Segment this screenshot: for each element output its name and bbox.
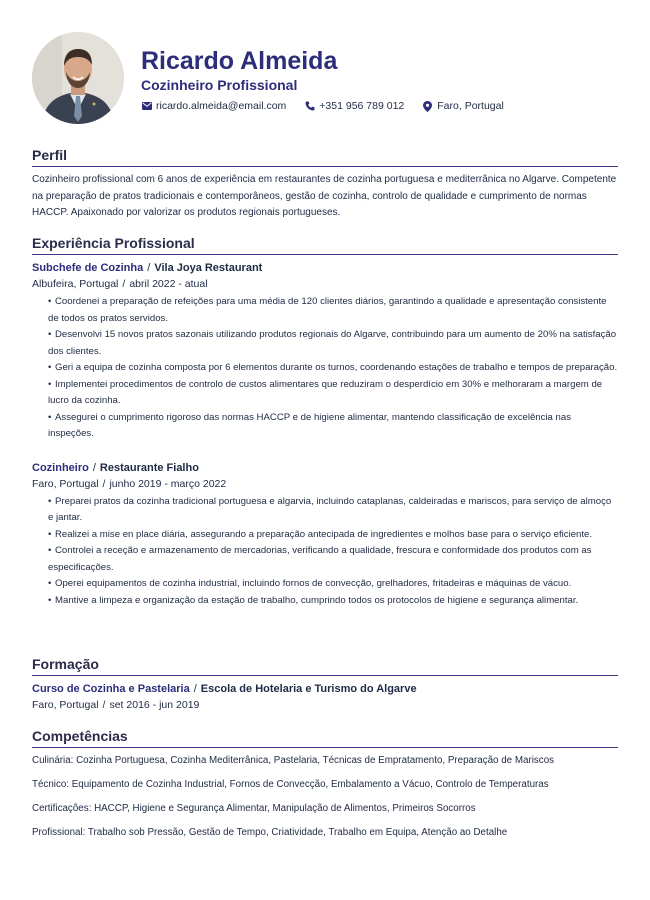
list-item: • Desenvolvi 15 novos pratos sazonais utilizando produtos regionais do Algarve, contribuindo para um aumento de 20% na satisfação dos clientes. <box>48 329 617 357</box>
job-dates: abril 2022 - atual <box>129 278 208 290</box>
job-heading: Subchefe de Cozinha / Vila Joya Restaurant <box>32 262 263 274</box>
job-location: Faro, Portugal <box>32 477 99 490</box>
job-role: Cozinheiro <box>32 461 89 474</box>
job-location: Albufeira, Portugal <box>32 278 119 290</box>
job-company: Restaurante Fialho <box>99 461 199 474</box>
education-meta: Faro, Portugal / set 2016 - jun 2019 <box>32 699 200 711</box>
phone-text: +351 956 789 012 <box>319 100 405 112</box>
list-item: • Controlei a receção e armazenamento de mercadorias, verificando a qualidade, frescura e conformidade dos produtos com as especificações. <box>48 545 592 573</box>
candidate-title: Cozinheiro Profissional <box>141 77 298 93</box>
job-heading: Cozinheiro / Restaurante Fialho <box>32 461 199 474</box>
list-item: • Coordenei a preparação de refeições para uma média de 120 clientes diários, garantindo a qualidade e apresentação consistente de todos os pratos servidos. <box>48 296 607 324</box>
candidate-name: Ricardo Almeida <box>141 47 338 75</box>
job-meta: Albufeira, Portugal / abril 2022 - atual <box>32 278 208 290</box>
profile-text: Cozinheiro profissional com 6 anos de experiência em restaurantes de cozinha portuguesa e mediterrânica no Algarve. Competente na preparação de pratos tradicionais e contemporâneos, gestão de cozinha, controlo de qualidade e cumprimento de normas HACCP. Apaixonado por valorizar os produtos regionais portugueses. <box>32 174 617 218</box>
list-item: • Operei equipamentos de cozinha industrial, incluindo fornos de convecção, grelhadores, fritadeiras e máquinas de vácuo. <box>48 578 572 589</box>
skill-line: Técnico: Equipamento de Cozinha Industrial, Fornos de Convecção, Embalamento a Vácuo, Controlo de Temperaturas <box>32 779 549 790</box>
education-section <box>32 655 618 713</box>
education-location: Faro, Portugal <box>32 699 99 711</box>
job-company: Vila Joya Restaurant <box>154 262 263 274</box>
education-heading: Curso de Cozinha e Pastelaria / Escola de Hotelaria e Turismo do Algarve <box>32 683 417 695</box>
education-dates: set 2016 - jun 2019 <box>109 699 200 711</box>
phone-icon <box>304 101 315 112</box>
job-meta: Faro, Portugal / junho 2019 - março 2022 <box>32 477 227 490</box>
section-heading-profile: Perfil <box>32 146 618 167</box>
email-text: ricardo.almeida@email.com <box>156 100 287 112</box>
list-item: • Geri a equipa de cozinha composta por 6 elementos durante os turnos, coordenando estações de trabalho e tempos de preparação. <box>48 362 618 373</box>
location-text: Faro, Portugal <box>437 100 504 112</box>
job-bullets <box>32 294 618 443</box>
contact-email[interactable] <box>141 100 286 112</box>
job-entry <box>32 261 618 443</box>
resume-header <box>32 32 618 126</box>
contact-bar <box>141 98 522 114</box>
list-item: • Preparei pratos da cozinha tradicional portuguesa e algarvia, incluindo cataplanas, caldeiradas e mariscos, para serviço de almoço e jantar. <box>48 495 612 523</box>
location-pin-icon <box>422 101 433 112</box>
education-school: Escola de Hotelaria e Turismo do Algarve <box>200 683 417 695</box>
job-bullets <box>32 494 618 610</box>
skill-line: Profissional: Trabalho sob Pressão, Gestão de Tempo, Criatividade, Trabalho em Equipa, Atenção ao Detalhe <box>32 827 508 838</box>
job-role: Subchefe de Cozinha <box>32 262 144 274</box>
job-entry <box>32 461 618 610</box>
experience-section <box>32 234 618 609</box>
list-item: • Realizei a mise en place diária, assegurando a preparação antecipada de ingredientes e molhos base para o serviço eficiente. <box>48 528 593 540</box>
contact-location <box>422 100 504 112</box>
avatar <box>32 32 124 124</box>
profile-section <box>32 146 618 222</box>
skills-section <box>32 727 618 850</box>
education-course: Curso de Cozinha e Pastelaria <box>32 683 190 695</box>
list-item: • Assegurei o cumprimento rigoroso das normas HACCP e de higiene alimentar, mantendo classificação de excelência nas inspeções. <box>48 411 572 439</box>
skill-line: Culinária: Cozinha Portuguesa, Cozinha Mediterrânica, Pastelaria, Técnicas de Empratamento, Preparação de Mariscos <box>32 755 555 766</box>
list-item: • Mantive a limpeza e organização da estação de trabalho, cumprindo todos os protocolos de higiene e segurança alimentar. <box>48 594 579 606</box>
skills-list <box>32 754 618 850</box>
list-item: • Implementei procedimentos de controlo de custos alimentares que reduziram o desperdício em 30% e melhoraram a margem de lucro da cozinha. <box>48 378 603 406</box>
education-entry <box>32 682 618 713</box>
profile-photo <box>32 32 124 124</box>
mail-icon <box>141 101 152 112</box>
skill-line: Certificações: HACCP, Higiene e Segurança Alimentar, Manipulação de Alimentos, Primeiros Socorros <box>32 803 476 814</box>
section-heading-experience: Experiência Profissional <box>32 234 618 255</box>
contact-phone[interactable] <box>304 100 404 112</box>
section-heading-skills: Competências <box>32 727 618 748</box>
job-dates: junho 2019 - março 2022 <box>109 477 227 490</box>
section-heading-education: Formação <box>32 655 618 676</box>
